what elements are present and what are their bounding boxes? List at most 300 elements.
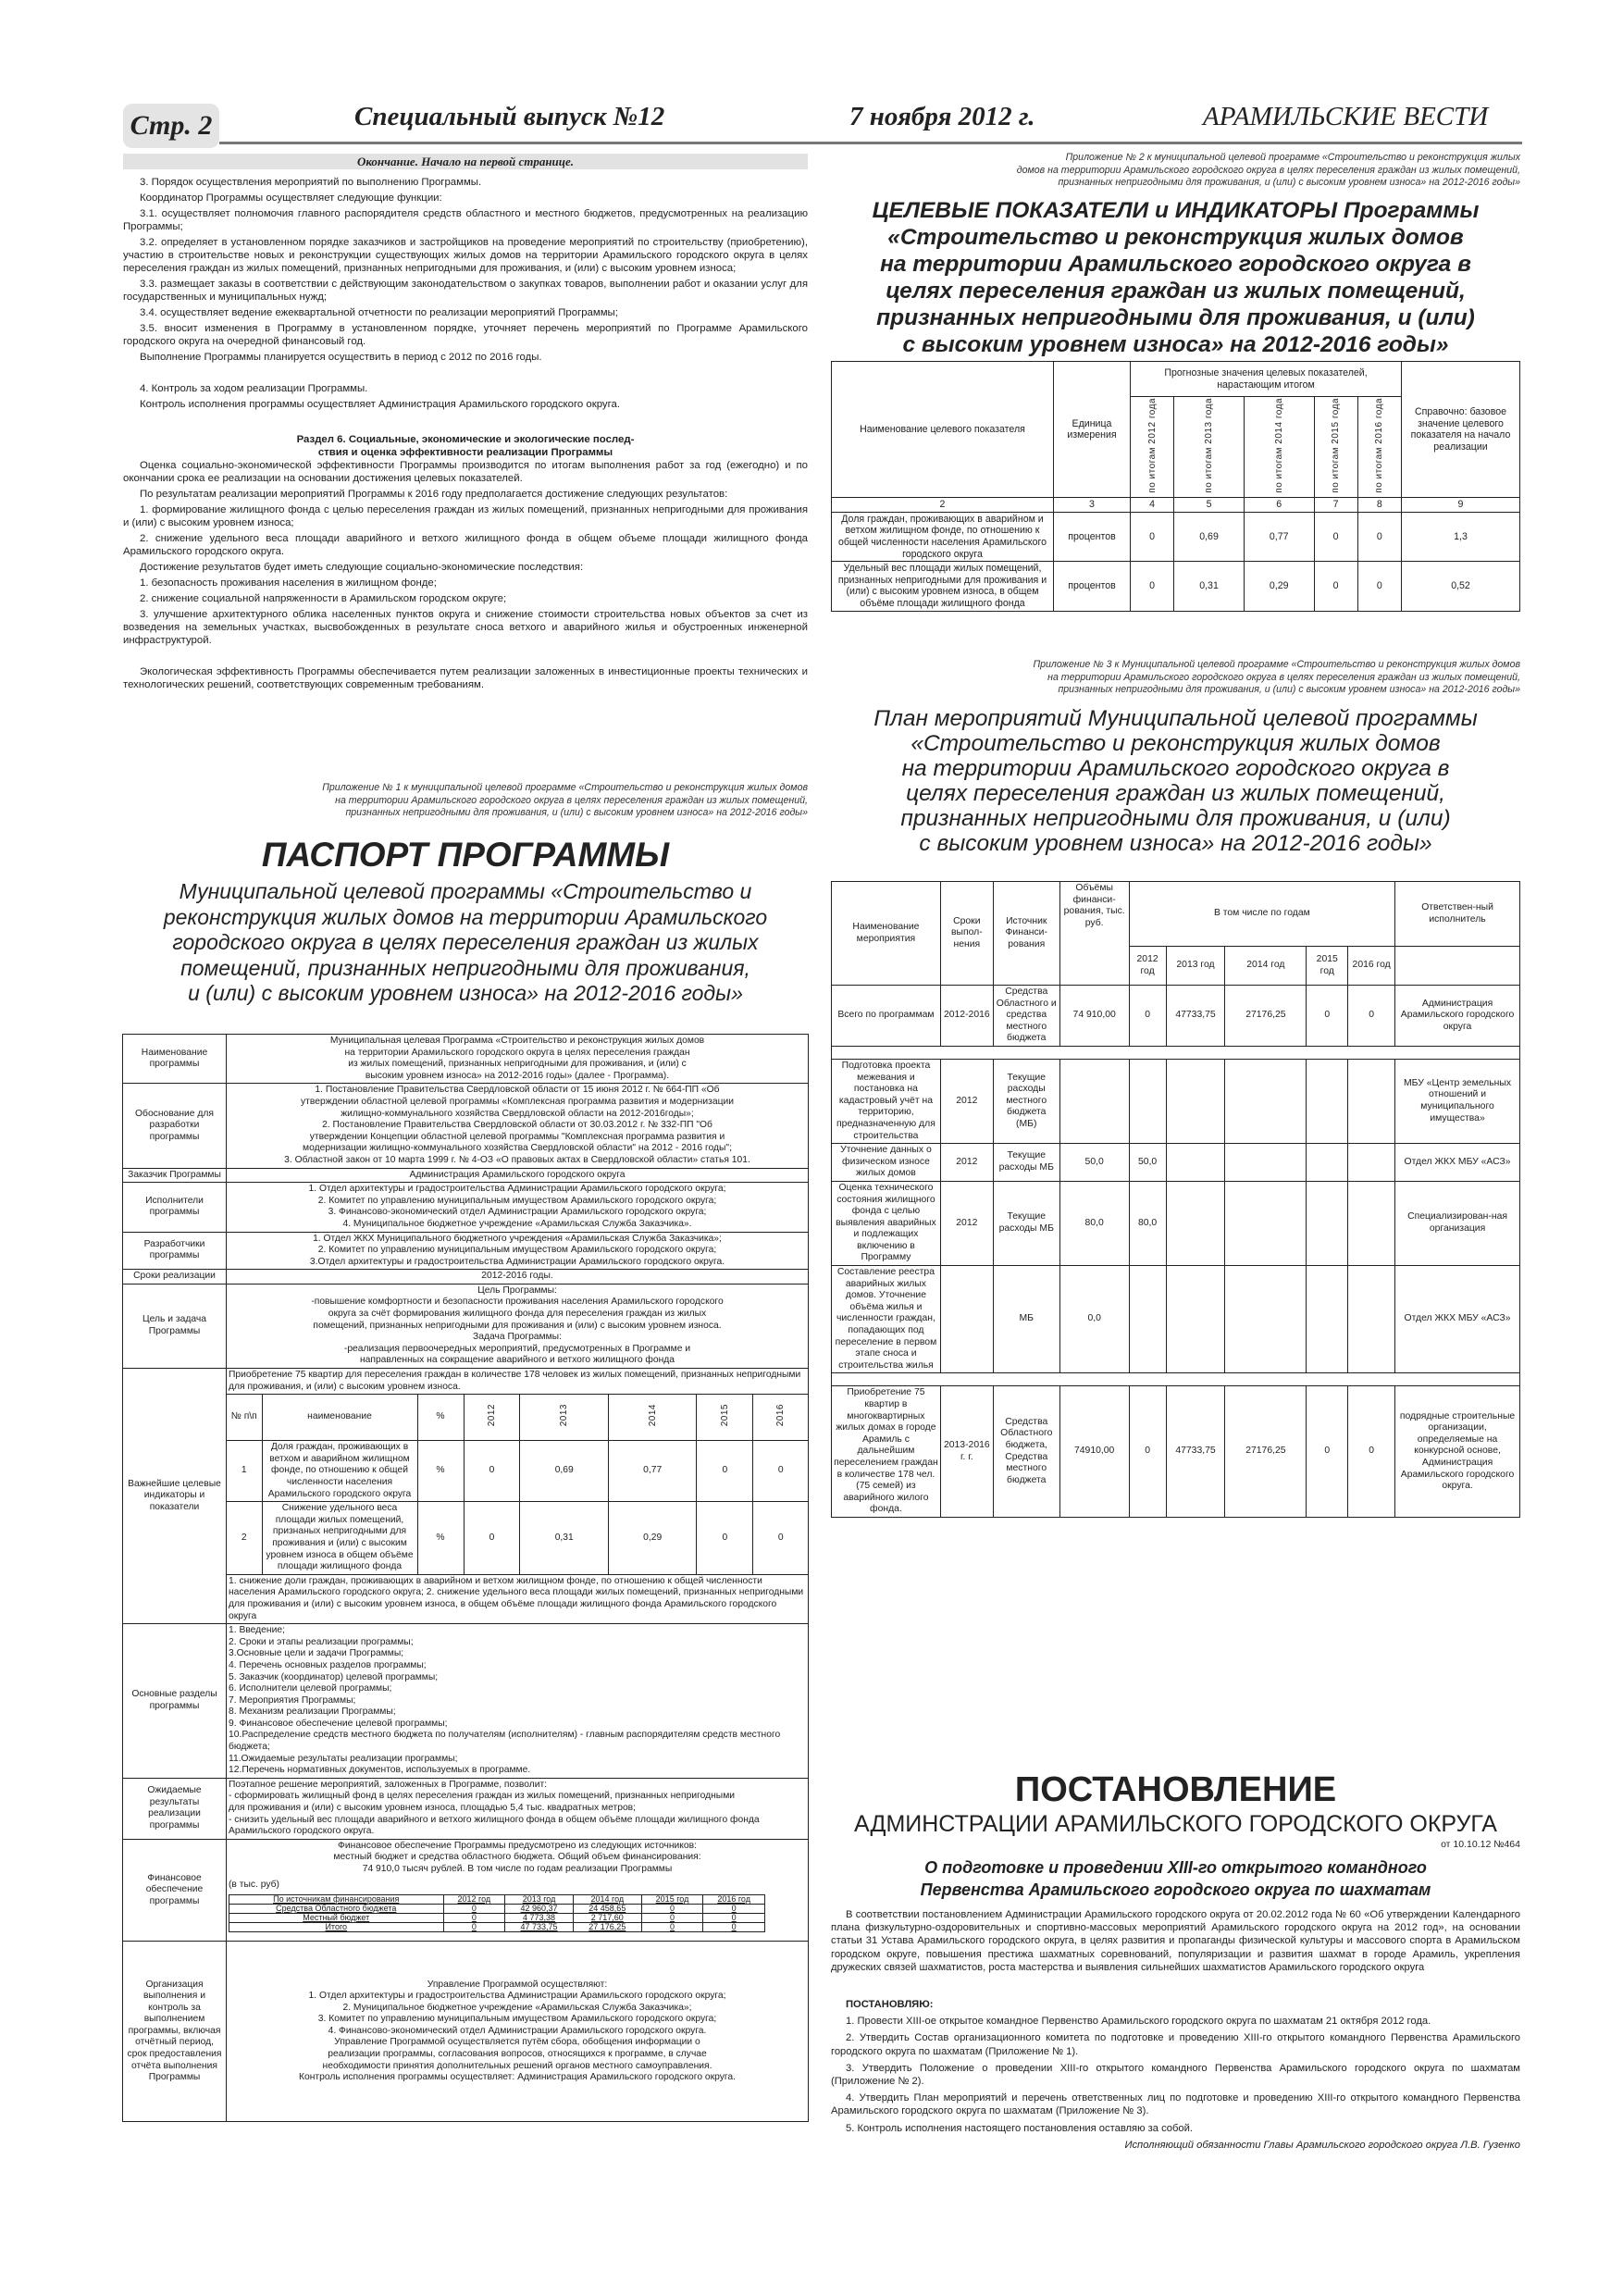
text-line: местный бюджет и средства областного бюджета. Общий объем финансирования:	[333, 1852, 701, 1863]
passport-row	[123, 1778, 809, 1839]
year-cell	[1395, 947, 1520, 986]
header-cell	[753, 1395, 808, 1441]
text-line: признанных непригодными для проживания, и (или) с высоким уровнем износа» на 2012-2016 годы»	[345, 807, 808, 818]
row-label: Исполнители программы	[123, 1183, 227, 1232]
table-cell: 0	[1314, 512, 1357, 561]
text-line: на территории Арамильского городского округа в целях переселения граждан из жилых помещений,	[1047, 671, 1520, 683]
header-cell	[1314, 397, 1357, 498]
year-cell: 2013 год	[1166, 947, 1225, 986]
table-cell: 2	[227, 1502, 262, 1575]
text-line: помещений, признанных непригодными для проживания и (или) с высоким уровнем износа.	[313, 1320, 722, 1331]
page-number: Стр. 2	[123, 104, 219, 148]
table-cell: 1,3	[1402, 512, 1520, 561]
indicators-table	[831, 361, 1520, 612]
paragraph: Оценка социально-экономической эффективности Программы производится по итогам выполнения работ за год (ежегодно) и по окончании срока ее реализации на основании достижения целевых показателей.	[123, 460, 808, 484]
text-line: ЦЕЛЕВЫЕ ПОКАЗАТЕЛИ и ИНДИКАТОРЫ Программы	[872, 198, 1480, 223]
paragraph: 2. снижение удельного веса площади аварийного и ветхого жилищного фонда в общем объеме площади жилищного фонда Арамильского городского округа.	[123, 533, 808, 557]
paragraph: Контроль исполнения программы осуществляет Администрация Арамильского городского округа.	[140, 399, 621, 410]
passport-row	[123, 1942, 809, 2122]
decree-resolve: ПОСТАНОВЛЯЮ:	[846, 1999, 934, 2011]
table-cell: 0	[1129, 986, 1166, 1047]
header-cell: %	[417, 1395, 464, 1441]
text-line: целях переселения граждан из жилых помещений,	[886, 279, 1466, 304]
text-line: направленных на сокращение аварийного и ветхого жилищного фонда	[359, 1355, 675, 1366]
decree-signature: Исполняющий обязанности Главы Арамильского городского округа Л.В. Гузенко	[1124, 2139, 1520, 2151]
table-cell: 50,0	[1129, 1144, 1166, 1182]
appendix1-note	[123, 782, 808, 820]
header-cell: Источник Финанси-рования	[993, 882, 1059, 986]
passport-row	[123, 1168, 809, 1183]
table-cell: процентов	[1054, 512, 1131, 561]
text-line: 3.Основные цели и задачи Программы;	[229, 1648, 404, 1659]
issue-title: Специальный выпуск №12	[354, 102, 665, 131]
year-label: 2016	[775, 1404, 787, 1427]
table-cell: 0,29	[1244, 562, 1314, 611]
table-cell	[1307, 1266, 1348, 1373]
table-row	[832, 1144, 1520, 1182]
table-cell	[1059, 1059, 1129, 1143]
text-line: -повышение комфортности и безопасности проживания населения Арамильского городского	[311, 1297, 724, 1308]
passport-row	[123, 1232, 809, 1270]
paragraph: 2. Утвердить Состав организационного комитета по подготовке и проведению XIII-го открытого командного Первенства Арамильского городского округа по шахматам (Приложение № 1).	[831, 2032, 1520, 2057]
text-line: модернизации жилищно-коммунального хозяйства Свердловской области" на 2012 - 2016 годы";	[303, 1143, 732, 1154]
table-cell	[1225, 1181, 1307, 1265]
text-line: Задача Программы:	[473, 1332, 562, 1343]
row-content	[227, 1284, 809, 1368]
text-line: Первенства Арамильского городского округа по шахматам	[920, 1880, 1431, 1899]
table-cell: 0	[703, 1905, 765, 1914]
table-row	[832, 986, 1520, 1047]
text-line: утверждении Концепции областной целевой программы "Комплексная программа развития и	[309, 1131, 725, 1142]
table-cell: 0,77	[1244, 512, 1314, 561]
table-cell: 2012	[940, 1059, 993, 1143]
table-cell: 0,69	[1174, 512, 1245, 561]
row-label: Важнейшие целевые индикаторы и показатели	[123, 1369, 227, 1624]
table-cell: 0	[1131, 562, 1174, 611]
text-line: 74 910,0 тысяч рублей. В том числе по годам реализации Программы	[362, 1864, 673, 1874]
decree-heading	[831, 1856, 1520, 1901]
table-cell: подрядные строительные организации, определяемые на конкурсной основе, Администрация Арамильского городского округа.	[1395, 1386, 1520, 1518]
spacer-row	[832, 1373, 1520, 1386]
header-cell: Прогнозные значения целевых показателей, нарастающим итогом	[1131, 362, 1402, 397]
text-line: 2. Муниципальное бюджетное учреждение «Арамильская Служба Заказчика»;	[342, 2002, 692, 2013]
table-cell: 0,0	[1059, 1266, 1129, 1373]
table-cell: 0	[464, 1441, 520, 1502]
left-article	[123, 176, 808, 694]
table-cell: 0	[443, 1914, 505, 1923]
header-cell: 2015 год	[641, 1895, 703, 1905]
table-cell: 2012	[940, 1181, 993, 1265]
text-line: - снизить удельный вес площади аварийного и ветхого жилищного фонда в общем объёме площади жилищного фонда Арамильского городского округа.	[229, 1814, 760, 1837]
text-line: Муниципальная целевая Программа «Строительство и реконструкция жилых домов	[329, 1036, 705, 1046]
table-cell: Доля граждан, проживающих в аварийном и ветхом жилищном фонде, по отношению к общей численности населения Арамильского городского округа	[832, 512, 1054, 561]
header-cell	[464, 1395, 520, 1441]
header-cell: Единица измерения	[1054, 362, 1131, 498]
text-line: 10.Распределение средств местного бюджета по получателям (исполнителям) - главным распорядителям средств местного бюджета;	[229, 1730, 781, 1753]
text-line: 1. Введение;	[229, 1625, 285, 1636]
table-cell: 0,69	[520, 1441, 608, 1502]
row-label: Разработчики программы	[123, 1232, 227, 1270]
paragraph: 5. Контроль исполнения настоящего постановления оставляю за собой.	[846, 2122, 1193, 2134]
passport-row	[123, 1270, 809, 1285]
table-cell: Доля граждан, проживающих в ветхом и аварийном жилищном фонде, по отношению к общей численности населения Арамильского городского округа	[262, 1441, 417, 1502]
text-line: Администрация Арамильского городского округа	[409, 1169, 626, 1180]
table-cell: Подготовка проекта межевания и постановка на кадастровый учёт на территорию, предназначенную для строительства	[832, 1059, 941, 1143]
table-cell: 2012	[940, 1144, 993, 1182]
header-cell: Справочно: базовое значение целевого показателя на начало реализации	[1402, 362, 1520, 498]
paragraph: Достижение результатов будет иметь следующие социально-экономические последствия:	[140, 562, 584, 573]
passport-row	[123, 1624, 809, 1779]
column-number: 8	[1357, 498, 1401, 513]
table-cell: 0	[1348, 986, 1395, 1047]
text-line: 1. Отдел ЖКХ Муниципального бюджетного учреждения «Арамильская Служба Заказчика»;	[313, 1233, 722, 1244]
passport-subtitle	[123, 879, 808, 1007]
text-line: 3. Финансово-экономический отдел Администрации Арамильского городского округа;	[328, 1207, 707, 1218]
text-line: 2. Комитет по управлению муниципальным имуществом Арамильского городского округа;	[317, 1195, 717, 1206]
header-cell: 2016 год	[703, 1895, 765, 1905]
row-content	[227, 1035, 809, 1084]
text-line: 8. Механизм реализации Программы;	[229, 1706, 396, 1718]
text-line: 12.Перечень нормативных документов, используемых в программе.	[229, 1765, 531, 1776]
header-cell: Сроки выпол-нения	[940, 882, 993, 986]
header-cell: 2012 год	[443, 1895, 505, 1905]
row-content	[227, 1839, 809, 1941]
text-line: реконструкция жилых домов на территории Арамильского	[163, 904, 768, 929]
row-content	[227, 1942, 809, 2122]
column-number: 5	[1174, 498, 1245, 513]
spacer-row	[832, 1046, 1520, 1059]
header-cell: Ответствен-ный исполнитель	[1395, 882, 1520, 947]
text-line: Муниципальной целевой программы «Строительство и	[179, 879, 752, 903]
table-cell: Отдел ЖКХ МБУ «АСЗ»	[1395, 1144, 1520, 1182]
table-cell	[1166, 1181, 1225, 1265]
passport-table	[122, 1034, 809, 2122]
table-cell: Уточнение данных о физическом износе жилых домов	[832, 1144, 941, 1182]
paragraph: 3.4. осуществляет ведение ежеквартальной отчетности по реализации мероприятий Программы;	[140, 307, 618, 318]
table-cell	[1166, 1059, 1225, 1143]
year-label: по итогам 2014 года	[1273, 398, 1284, 493]
row-content	[227, 1778, 809, 1839]
paragraph: 1. Провести XIII-ое открытое командное Первенство Арамильского городского округа по шахматам 21 октября 2012 года.	[846, 2016, 1431, 2028]
paragraph: 2. снижение социальной напряженности в Арамильском городском округе;	[140, 593, 507, 604]
paragraph: Выполнение Программы планируется осуществить в период с 2012 по 2016 годы.	[140, 352, 542, 363]
finance-unit: (в тыс. руб)	[229, 1879, 279, 1890]
table-cell: Составление реестра аварийных жилых домов. Уточнение объёма жилья и численности граждан, попадающих под переселение в первом этапе сноса и строительства жилья	[832, 1266, 941, 1373]
header-cell	[520, 1395, 608, 1441]
table-cell: Приобретение 75 квартир в многоквартирных жилых домах в городе Арамиль с дальнейшим переселением граждан в количестве 178 чел. (75 семей) из аварийного жилого фонда.	[832, 1386, 941, 1518]
year-label: по итогам 2016 года	[1374, 398, 1385, 493]
table-cell: 1	[227, 1441, 262, 1502]
table-cell: 74 910,00	[1059, 986, 1129, 1047]
table-cell	[1166, 1266, 1225, 1373]
text-line: высоким уровнем износа» на 2012-2016 годы» (далее - Программа).	[365, 1070, 670, 1081]
table-cell: 42 960,37	[505, 1905, 574, 1914]
text-line: Цель Программы:	[477, 1285, 557, 1296]
table-cell: Местный бюджет	[229, 1914, 444, 1923]
header-cell: В том числе по годам	[1129, 882, 1394, 947]
table-row	[229, 1914, 765, 1923]
paragraph: 3.3. размещает заказы в соответствии с действующим законодательством о закупках товаров, выполнении работ и оказании услуг для государственных и муниципальных нужд;	[123, 279, 808, 303]
table-cell: 0,29	[608, 1502, 696, 1575]
table-cell	[1348, 1266, 1395, 1373]
table-cell: Текущие расходы МБ	[993, 1181, 1059, 1265]
text-line: 2. Постановление Правительства Свердловской области от 30.03.2012 г. № 332-ПП "Об	[322, 1120, 712, 1131]
issue-date: 7 ноября 2012 г.	[849, 102, 1035, 131]
table-row	[832, 1266, 1520, 1373]
header-rule	[219, 142, 1522, 144]
text-line: 7. Мероприятия Программы;	[229, 1694, 356, 1706]
text-line: Финансовое обеспечение Программы предусмотрено из следующих источников:	[338, 1840, 697, 1851]
section6-title-line: Раздел 6. Социальные, экономические и экологические послед-	[296, 434, 635, 445]
table-cell: Отдел ЖКХ МБУ «АСЗ»	[1395, 1266, 1520, 1373]
table-cell: 0	[464, 1502, 520, 1575]
table-cell	[1225, 1059, 1307, 1143]
passport-row	[123, 1084, 809, 1168]
table-cell: 0	[1129, 1386, 1166, 1518]
continuation-banner: Окончание. Начало на первой странице.	[123, 154, 808, 169]
table-row	[832, 1386, 1520, 1518]
table-cell	[1225, 1144, 1307, 1182]
text-line: 2. Сроки и этапы реализации программы;	[229, 1636, 414, 1647]
table-cell: 0	[697, 1502, 753, 1575]
text-line: 2012-2016 годы.	[481, 1271, 553, 1282]
table-row	[832, 512, 1520, 561]
table-cell: Текущие расходы местного бюджета (МБ)	[993, 1059, 1059, 1143]
table-cell: 2 717,60	[573, 1914, 641, 1923]
table-cell: 47733,75	[1166, 1386, 1225, 1518]
paragraph: 3. Утвердить Положение о проведении XIII-го открытого командного Первенства Арамильского городского округа по шахматам (Приложение № 2).	[831, 2062, 1520, 2088]
column-number: 7	[1314, 498, 1357, 513]
text-line: городского округа в целях переселения граждан из жилых	[172, 930, 759, 954]
header-cell: 2013 год	[505, 1895, 574, 1905]
table-cell: 0	[1314, 562, 1357, 611]
table-cell: 80,0	[1129, 1181, 1166, 1265]
paragraph: 3.1. осуществляет полномочия главного распорядителя средств областного и местного бюджетов, предусмотренных на реализацию Программы;	[123, 208, 808, 232]
text-line: 4. Финансово-экономический отдел Администрации Арамильского городского округа.	[328, 2025, 707, 2036]
row-label: Наименование программы	[123, 1035, 227, 1084]
text-line: Контроль исполнения программы осуществляет: Администрация Арамильского городского округа.	[298, 2072, 737, 2083]
newspaper-name: АРАМИЛЬСКИЕ ВЕСТИ	[1203, 102, 1489, 131]
table-cell: 0	[443, 1905, 505, 1914]
table-cell	[1307, 1059, 1348, 1143]
text-line: 5. Заказчик (координатор) целевой программы;	[229, 1671, 439, 1682]
text-line: Приложение № 1 к муниципальной целевой программе «Строительство и реконструкция жилых домов	[322, 782, 808, 793]
text-line: -реализация первоочередных мероприятий, предусмотренных в Программе и	[343, 1343, 691, 1354]
text-line: Поэтапное решение мероприятий, заложенных в Программе, позволит:	[229, 1779, 548, 1790]
table-row	[227, 1502, 808, 1575]
text-line: целях переселения граждан из жилых помещений,	[906, 781, 1445, 806]
table-row	[229, 1905, 765, 1914]
text-line: на территории Арамильского городского округа в	[880, 252, 1471, 277]
year-cell: 2014 год	[1225, 947, 1307, 986]
paragraph: 1. формирование жилищного фонда с целью переселения граждан из жилых помещений, признанных непригодными для проживания и (или) с высоким уровнем износа;	[123, 504, 808, 528]
header-cell: Наименование целевого показателя	[832, 362, 1054, 498]
table-cell: 0	[703, 1923, 765, 1932]
text-line: на территории Арамильского городского округа в	[901, 756, 1450, 781]
indicators-subtable	[227, 1394, 808, 1575]
text-line: - сформировать жилищный фонд в целях переселения граждан из жилых помещений, признанных непригодными	[229, 1791, 736, 1802]
header-cell	[697, 1395, 753, 1441]
decree-preamble: В соответствии постановлением Администрации Арамильского городского округа от 20.02.2012 года № 60 «Об утверждении Календарного плана физкультурно-оздоровительных и спортивно-массовых мероприятий Арамильского городского округа на 2012 год», на основании статьи 31 Устава Арамильского городского округа, в целях развития и пропаганды физической культуры и массового спорта в Арамильском городском округе, повышения престижа шахматных соревнований, популяризации и развития шахмат в городе Арамиль, укрепления дружеских связей шахматистов, роста мастерства и выявления сильнейших шахматистов Арамильского городского округа	[831, 1909, 1520, 1973]
text-line: План мероприятий Муниципальной целевой программы	[873, 706, 1478, 731]
year-label: 2013	[559, 1404, 570, 1427]
table-cell	[1348, 1059, 1395, 1143]
text-line: округа за счёт формирования жилищного фонда для переселения граждан из жилых	[328, 1309, 707, 1320]
paragraph: По результатам реализации мероприятий Программы к 2016 году предполагается достижение следующих результатов:	[140, 489, 728, 500]
header-cell	[608, 1395, 696, 1441]
text-line: из жилых помещений, признанных непригодными для проживания, и (или) с	[348, 1059, 687, 1070]
header-cell	[1244, 397, 1314, 498]
row-label: Основные разделы программы	[123, 1624, 227, 1779]
table-cell: 0	[1307, 1386, 1348, 1518]
text-line: и (или) с высоким уровнем износа» на 2012-2016 годы»	[188, 981, 743, 1005]
table-cell: Оценка технического состояния жилищного фонда с целью выявления аварийных и подлежащих включению в Программу	[832, 1181, 941, 1265]
paragraph: 3.5. вносит изменения в Программу в установленном порядке, уточняет перечень мероприятий по Программе Арамильского городского округа на очередной финансовый год.	[123, 323, 808, 347]
table-cell: 0	[1307, 986, 1348, 1047]
table-cell: 0	[753, 1441, 808, 1502]
column-number: 4	[1131, 498, 1174, 513]
header-cell: 2014 год	[573, 1895, 641, 1905]
paragraph: 3. Порядок осуществления мероприятий по выполнению Программы.	[140, 177, 482, 188]
text-line: с высоким уровнем износа» на 2012-2016 годы»	[902, 332, 1449, 357]
passport-row	[123, 1369, 809, 1624]
paragraph: 3. улучшение архитектурного облика населенных пунктов округа и снижение стоимости строительства новых объектов за счет из возведения на земельных участках, высвобожденных в результате сноса ветхого и аварийного жилья и обустроенных инженерной инфраструктурой.	[123, 609, 808, 646]
table-row	[832, 562, 1520, 611]
indicators-outro: 1. снижение доли граждан, проживающих в аварийном и ветхом жилищном фонде, по отношению к общей численности населения Арамильского городского округа; 2. снижение удельного веса площади жилых помещений, признанных непригодными для проживания и (или) с высоким уровнем износа, в общем объёме площади жилищного фонда Арамильского городского округа	[229, 1575, 804, 1621]
table-cell: Специализирован-ная организация	[1395, 1181, 1520, 1265]
text-line: утверждении областной целевой программы «Комплексная программа развития и модернизации	[301, 1096, 734, 1107]
year-cell: 2015 год	[1307, 947, 1348, 986]
table-cell: Итого	[229, 1923, 444, 1932]
header-cell: По источникам финансирования	[229, 1895, 444, 1905]
table-cell	[940, 1266, 993, 1373]
table-cell: 0,31	[1174, 562, 1245, 611]
year-cell: 2016 год	[1348, 947, 1395, 986]
table-cell: Всего по программам	[832, 986, 941, 1047]
row-content	[227, 1232, 809, 1270]
spacer-cell	[832, 1373, 1520, 1386]
decree-subtitle: АДМИНСТРАЦИИ АРАМИЛЬСКОГО ГОРОДСКОГО ОКРУГА	[854, 1811, 1497, 1837]
appendix2-note	[831, 152, 1520, 190]
table-cell: 0	[443, 1923, 505, 1932]
text-line: на территории Арамильского городского округа в целях переселения граждан	[344, 1047, 690, 1058]
text-line: «Строительство и реконструкция жилых домов	[887, 225, 1464, 250]
text-line: 6. Исполнители целевой программы;	[229, 1683, 392, 1694]
table-cell: 47733,75	[1166, 986, 1225, 1047]
year-cell: 2012 год	[1129, 947, 1166, 986]
table-cell: Удельный вес площади жилых помещений, признанных непригодными для проживания и (или) с высоким уровнем износа, в общем объёме площади жилищного фонда	[832, 562, 1054, 611]
table-cell: 0	[703, 1914, 765, 1923]
table-cell: 0	[641, 1923, 703, 1932]
table-cell: 24 458,65	[573, 1905, 641, 1914]
row-content	[227, 1168, 809, 1183]
text-line: 3. Областной закон от 10 марта 1999 г. № 4-ОЗ «О правовых актах в Свердловской области» статья 101.	[284, 1154, 750, 1165]
table-row	[229, 1923, 765, 1932]
table-cell: 27 176,25	[573, 1923, 641, 1932]
ecology-paragraph: Экологическая эффективность Программы обеспечивается путем реализации заложенных в инвестиционные проекты технических и технологических решений, соответствующих современным требованиям.	[123, 666, 808, 690]
text-line: 4. Перечень основных разделов программы;	[229, 1659, 427, 1670]
section6-title-line: ствия и оценка эффективности реализации Программы	[317, 447, 613, 458]
header-cell	[1174, 397, 1245, 498]
row-content	[227, 1270, 809, 1285]
text-line: 11.Ожидаемые результаты реализации программы;	[229, 1753, 458, 1764]
table-cell: 0	[1131, 512, 1174, 561]
table-cell	[1129, 1059, 1166, 1143]
text-line: 1. Постановление Правительства Свердловской области от 15 июня 2012 г. № 664-ПП «Об	[315, 1085, 720, 1096]
row-label: Организация выполнения и контроль за выполнением программы, включая отчётный период, срок предоставления отчёта выполнения Программы	[123, 1942, 227, 2122]
text-line: признанных непригодными для проживания, и (или) с высоким уровнем износа» на 2012-2016 годы»	[1058, 177, 1520, 188]
indicators-intro: Приобретение 75 квартир для переселения граждан в количестве 178 человек из жилых помещений, признанных непригодными для проживания, и (или) с высоким уровнем износа.	[229, 1370, 801, 1392]
table-cell: %	[417, 1502, 464, 1575]
text-line: жилищно-коммунального хозяйства Свердловской области на 2012-2016годы»;	[341, 1108, 694, 1119]
passport-row	[123, 1284, 809, 1368]
table-cell: 0,31	[520, 1502, 608, 1575]
table-cell: МБ	[993, 1266, 1059, 1373]
table-cell: %	[417, 1441, 464, 1502]
paragraph: 4. Утвердить План мероприятий и перечень ответственных лиц по подготовке и проведению XIII-го открытого командного Первенства Арамильского городского округа по шахматам (Приложение № 3).	[831, 2092, 1520, 2117]
row-content	[227, 1624, 809, 1779]
text-line: «Строительство и реконструкция жилых домов	[911, 731, 1441, 756]
header-cell: Объёмы финанси-рования, тыс. руб.	[1059, 882, 1129, 986]
year-label: 2015	[719, 1404, 730, 1427]
passport-row	[123, 1183, 809, 1232]
table-cell: 0	[641, 1905, 703, 1914]
decree	[831, 1769, 1520, 2152]
year-label: 2012	[486, 1404, 497, 1427]
column-number: 3	[1054, 498, 1131, 513]
table-cell	[1225, 1266, 1307, 1373]
row-label: Финансовое обеспечение программы	[123, 1839, 227, 1941]
table-cell: 0	[697, 1441, 753, 1502]
column-number-row	[832, 498, 1520, 513]
table-cell: МБУ «Центр земельных отношений и муниципального имущества»	[1395, 1059, 1520, 1143]
text-line: с высоким уровнем износа» на 2012-2016 годы»	[919, 831, 1432, 856]
table-cell: Администрация Арамильского городского округа	[1395, 986, 1520, 1047]
row-label: Заказчик Программы	[123, 1168, 227, 1183]
table-row	[227, 1441, 808, 1502]
header-cell: № п\п	[227, 1395, 262, 1441]
text-line: на территории Арамильского городского округа в целях переселения граждан из жилых помещений,	[335, 794, 808, 806]
table-row	[832, 1181, 1520, 1265]
table-cell: 0,77	[608, 1441, 696, 1502]
row-label: Обоснование для разработки программы	[123, 1084, 227, 1168]
table-cell: Средства Областного бюджета	[229, 1905, 444, 1914]
passport-title: ПАСПОРТ ПРОГРАММЫ	[261, 836, 670, 874]
header-cell	[1131, 397, 1174, 498]
text-line: 2. Комитет по управлению муниципальным имуществом Арамильского городского округа;	[317, 1245, 717, 1256]
table-cell	[1307, 1144, 1348, 1182]
table-cell: 0	[1357, 562, 1401, 611]
table-cell: 47 733,75	[505, 1923, 574, 1932]
table-cell: 2013-2016 г. г.	[940, 1386, 993, 1518]
table-cell: 74910,00	[1059, 1386, 1129, 1518]
paragraph: 1. безопасность проживания населения в жилищном фонде;	[140, 577, 437, 589]
year-label: по итогам 2013 года	[1204, 398, 1215, 493]
header-cell: наименование	[262, 1395, 417, 1441]
text-line: реализации программы, согласования вопросов, относящихся к программе, в случае	[328, 2049, 707, 2060]
row-label: Сроки реализации	[123, 1270, 227, 1285]
column-number: 2	[832, 498, 1054, 513]
text-line: Управление Программой осуществляют:	[427, 1979, 608, 1990]
spacer-cell	[832, 1046, 1520, 1059]
plan-table	[831, 881, 1520, 1518]
passport-row	[123, 1035, 809, 1084]
finance-table	[229, 1894, 765, 1932]
table-cell: 27176,25	[1225, 1386, 1307, 1518]
text-line: признанных непригодными для проживания, и (или)	[900, 806, 1451, 831]
text-line: 3.Отдел архитектуры и градостроительства Администрации Арамильского городского округа.	[309, 1256, 725, 1267]
table-cell: Текущие расходы МБ	[993, 1144, 1059, 1182]
